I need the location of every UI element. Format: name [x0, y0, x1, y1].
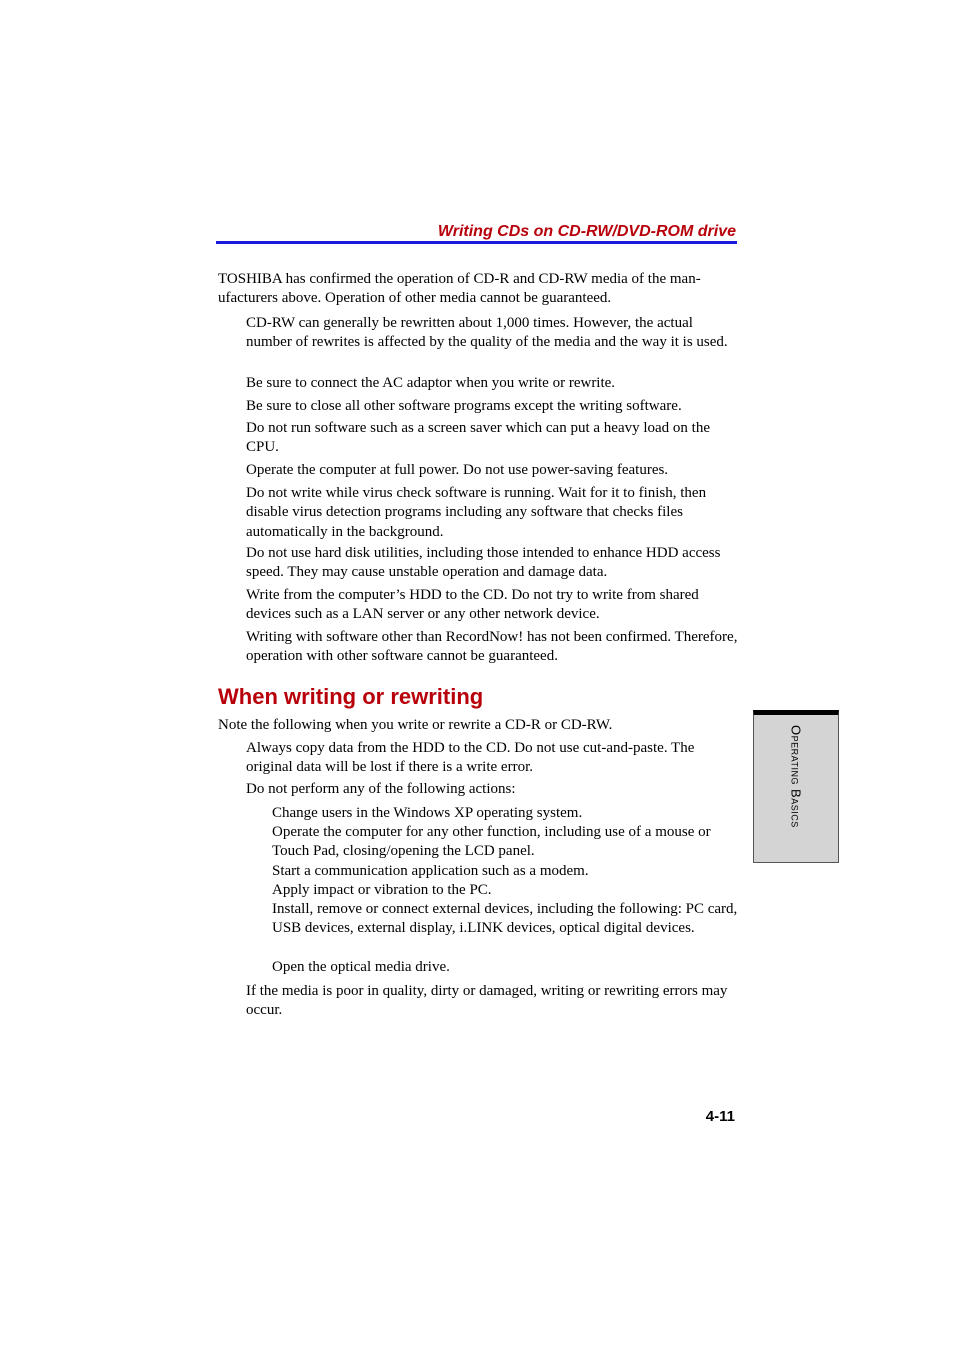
sub-item-open-drive: Open the optical media drive.	[272, 959, 450, 975]
sub-item-impact: Apply impact or vibration to the PC.	[272, 882, 492, 898]
section-heading: When writing or rewriting	[218, 684, 484, 709]
note-write-from-hdd: Write from the computer’s HDD to the CD. Do not try to write from shared devices such as a LAN server or any other network device.	[246, 587, 699, 623]
note-poor-media: If the media is poor in quality, dirty or damaged, writing or rewriting errors may occur.	[246, 983, 728, 1019]
note-disk-utilities: Do not use hard disk utilities, including those intended to enhance HDD access speed. They may cause unstable operation and damage data.	[246, 545, 721, 581]
chapter-side-tab-label: Operating Basics	[788, 725, 804, 828]
note-screen-saver: Do not run software such as a screen saver which can put a heavy load on the CPU.	[246, 420, 711, 456]
chapter-side-tab	[753, 710, 839, 863]
section-intro: Note the following when you write or rewrite a CD-R or CD-RW.	[218, 717, 613, 733]
running-header: Writing CDs on CD-RW/DVD-ROM drive	[437, 223, 736, 240]
note-do-not-perform: Do not perform any of the following actions:	[246, 781, 516, 797]
note-full-power: Operate the computer at full power. Do not use power-saving features.	[246, 462, 669, 478]
intro-paragraph: TOSHIBA has confirmed the operation of CD-R and CD-RW media of the man-ufacturers above. Operation of other media cannot be guaranteed.	[218, 271, 701, 307]
sub-item-communication-app: Start a communication application such as a modem.	[272, 863, 589, 879]
page-number: 4-11	[705, 1108, 735, 1125]
note-ac-adaptor: Be sure to connect the AC adaptor when you write or rewrite.	[246, 375, 616, 391]
note-rewrite-count: CD-RW can generally be rewritten about 1,000 times. However, the actual number of rewrites is affected by the quality of the media and the way it is used.	[246, 315, 728, 351]
note-virus-check: Do not write while virus check software is running. Wait for it to finish, then disable virus detection programs including any software that checks files automatically in the background.	[246, 485, 707, 540]
sub-item-operate-computer: Operate the computer for any other function, including use of a mouse or Touch Pad, closing/opening the LCD panel.	[272, 824, 711, 860]
note-copy-data: Always copy data from the HDD to the CD. Do not use cut-and-paste. The original data will be lost if there is a write error.	[246, 740, 695, 776]
header-rule	[216, 241, 737, 244]
note-close-software: Be sure to close all other software programs except the writing software.	[246, 398, 682, 414]
note-recordnow: Writing with software other than RecordNow! has not been confirmed. Therefore, operation with other software cannot be guaranteed.	[246, 629, 738, 665]
sub-item-change-users: Change users in the Windows XP operating system.	[272, 805, 583, 821]
sub-item-external-devices: Install, remove or connect external devices, including the following: PC card, USB devices, external display, i.LINK devices, optical digital devices.	[272, 901, 738, 937]
